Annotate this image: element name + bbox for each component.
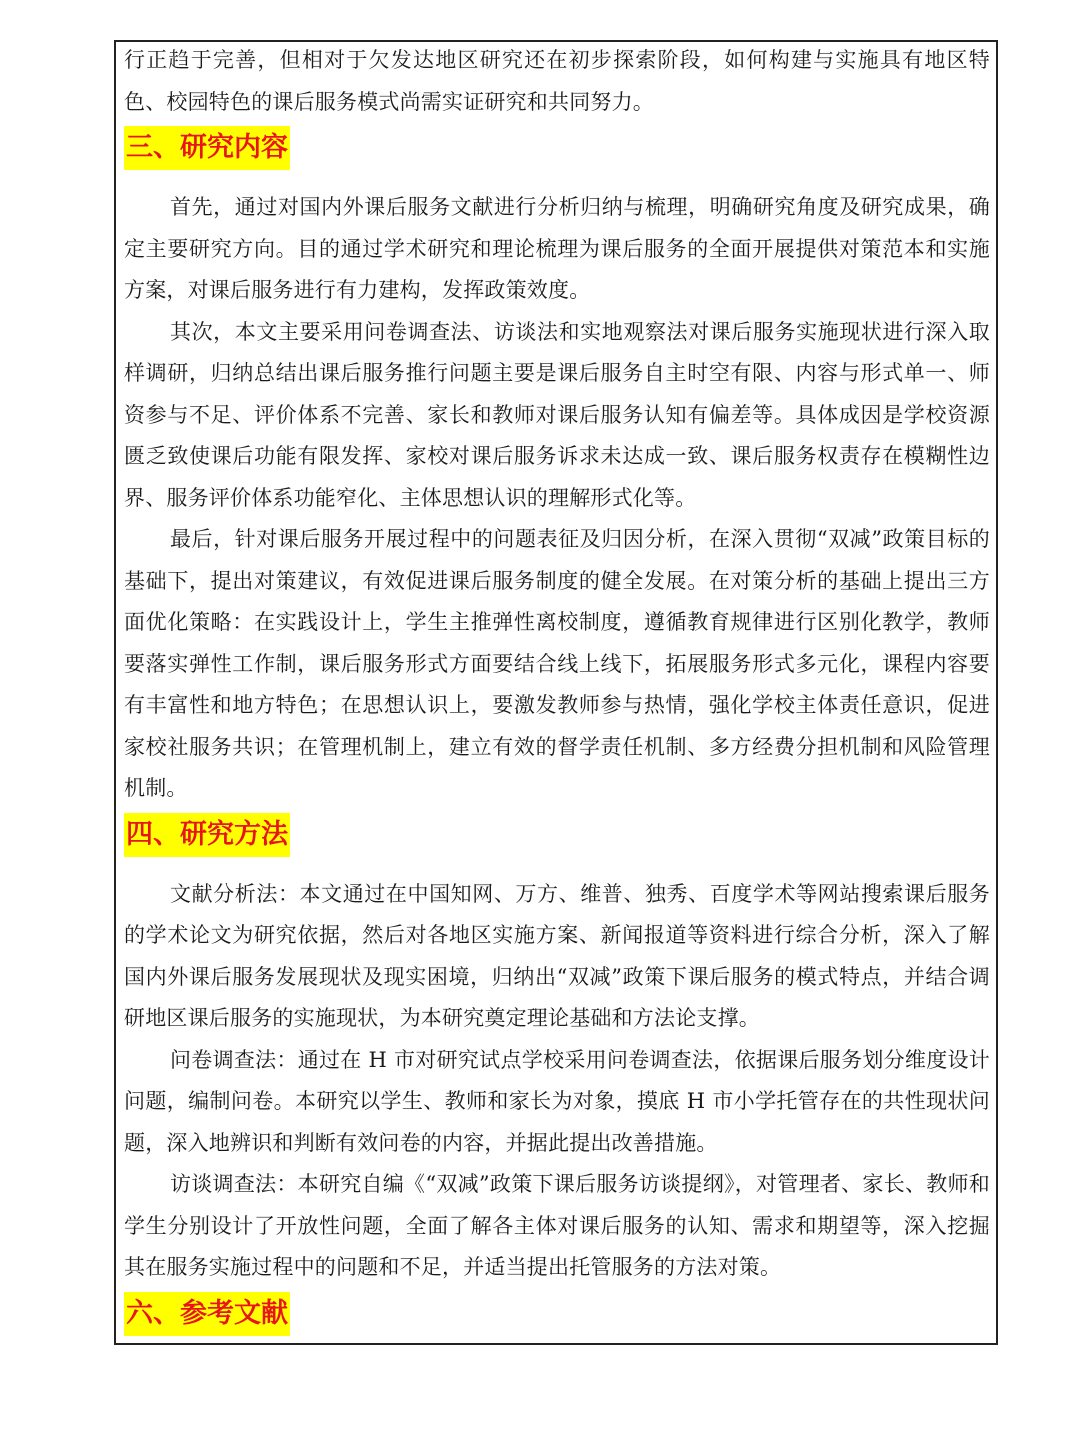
section-heading-research-methods: 四、研究方法	[124, 813, 290, 857]
section-heading-research-content: 三、研究内容	[124, 126, 290, 170]
body-paragraph: 文献分析法：本文通过在中国知网、万方、维普、独秀、百度学术等网站搜索课后服务的学术论文为研究依据，然后对各地区实施方案、新闻报道等资料进行综合分析，深入了解国内外课后服务发展现状及现实困境，归纳出“双减”政策下课后服务的模式特点，并结合调研地区课后服务的实施现状，为本研究奠定理论基础和方法论支撑。	[124, 881, 990, 1030]
intro-continuation-paragraph: 行正趋于完善，但相对于欠发达地区研究还在初步探索阶段，如何构建与实施具有地区特色、校园特色的课后服务模式尚需实证研究和共同努力。	[124, 48, 990, 114]
body-paragraph: 其次，本文主要采用问卷调查法、访谈法和实地观察法对课后服务实施现状进行深入取样调研，归纳总结出课后服务推行问题主要是课后服务自主时空有限、内容与形式单一、师资参与不足、评价体系不完善、家长和教师对课后服务认知有偏差等。具体成因是学校资源匮乏致使课后功能有限发挥、家校对课后服务诉求未达成一致、课后服务权责存在模糊性边界、服务评价体系功能窄化、主体思想认识的理解形式化等。	[124, 319, 990, 510]
section-heading-references: 六、参考文献	[124, 1292, 290, 1336]
document-content	[124, 40, 990, 1339]
body-paragraph: 最后，针对课后服务开展过程中的问题表征及归因分析，在深入贯彻“双减”政策目标的基础下，提出对策建议，有效促进课后服务制度的健全发展。在对策分析的基础上提出三方面优化策略：在实践设计上，学生主推弹性离校制度，遵循教育规律进行区别化教学，教师要落实弹性工作制，课后服务形式方面要结合线上线下，拓展服务形式多元化，课程内容要有丰富性和地方特色；在思想认识上，要激发教师参与热情，强化学校主体责任意识，促进家校社服务共识；在管理机制上，建立有效的督学责任机制、多方经费分担机制和风险管理机制。	[124, 527, 990, 800]
body-paragraph: 访谈调查法：本研究自编《“双减”政策下课后服务访谈提纲》，对管理者、家长、教师和学生分别设计了开放性问题，全面了解各主体对课后服务的认知、需求和期望等，深入挖掘其在服务实施过程中的问题和不足，并适当提出托管服务的方法对策。	[124, 1172, 990, 1279]
body-paragraph: 首先，通过对国内外课后服务文献进行分析归纳与梳理，明确研究角度及研究成果，确定主要研究方向。目的通过学术研究和理论梳理为课后服务的全面开展提供对策范本和实施方案，对课后服务进行有力建构，发挥政策效度。	[124, 195, 990, 302]
body-paragraph: 问卷调查法：通过在 H 市对研究试点学校采用问卷调查法，依据课后服务划分维度设计问题，编制问卷。本研究以学生、教师和家长为对象，摸底 H 市小学托管存在的共性现状问题，深入地辨识和判断有效问卷的内容，并据此提出改善措施。	[124, 1047, 990, 1155]
